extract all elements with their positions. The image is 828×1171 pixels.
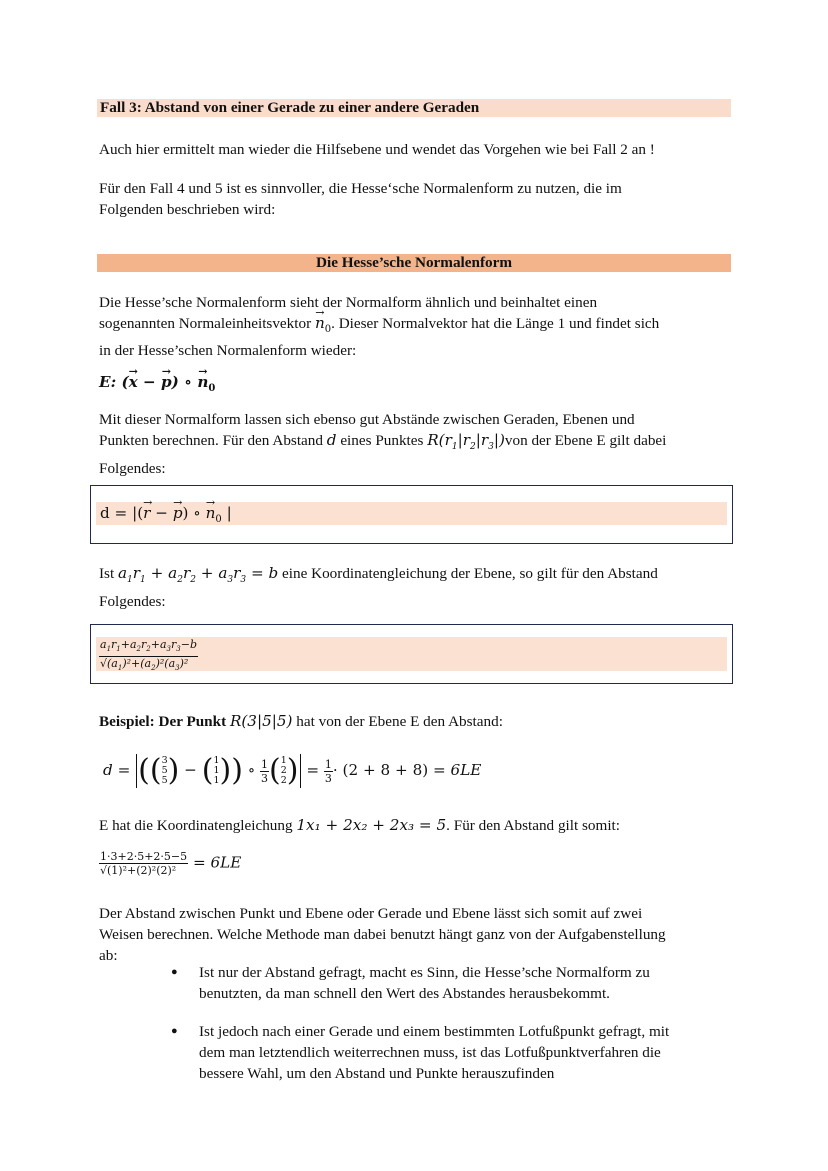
- fall3-text: Auch hier ermittelt man wieder die Hilfsebene und wendet das Vorgehen wie bei Fall 2 an !: [99, 141, 655, 158]
- section-heading-fall3: Fall 3: Abstand von einer Gerade zu einer andere Geraden: [97, 99, 731, 117]
- koord-line1-b: eine Koordinatengleichung der Ebene, so gilt für den Abstand: [278, 565, 658, 582]
- abstand-line2: Punkten berechnen. Für den Abstand d eines Punktes $R(r_1|r_2|r_3|)von$ der Ebene E gilt dabei: [99, 431, 667, 453]
- list-item: [169, 962, 749, 1004]
- beispiel-calculation: d = ((3 5 5) − (1 1 1)) ∘ $\frac{1}{3}$ (1 2 2) = $\frac{1}{3}$ · (2 + 8 + 8) = 6LE: [103, 753, 482, 788]
- list-item-line: dem man letztendlich weiterrechnen muss, ist das Lotfußpunktverfahren die: [199, 1044, 661, 1061]
- abstand-text: [99, 409, 739, 479]
- list-item-line: bessere Wahl, um den Abstand und Punkte herauszufinden: [199, 1065, 555, 1082]
- point-r-general: $R(r_1|r_2|r_3|)$: [427, 431, 505, 453]
- beispiel-label: Beispiel: Der Punkt: [99, 713, 230, 730]
- abstand-line1: Mit dieser Normalform lassen sich ebenso gut Abstände zwischen Geraden, Ebenen und: [99, 411, 635, 428]
- fall3-hint-line2: Folgenden beschrieben wird:: [99, 201, 276, 218]
- fall3-hint: [99, 178, 739, 220]
- schluss-text: [99, 903, 739, 966]
- beispiel-point: R(3|5|5): [229, 712, 293, 730]
- hesse-intro-line2-a: sogenannten Normaleinheitsvektor: [99, 315, 315, 332]
- schluss-line2: Weisen berechnen. Welche Methode man dabei benutzt hängt ganz von der Aufgabenstellung: [99, 926, 666, 943]
- hesse-intro-line3: in der Hesse’schen Normalenform wieder:: [99, 342, 357, 360]
- beispiel-koord-eq: 1x₁ + 2x₂ + 2x₃ = 5: [296, 816, 447, 834]
- beispiel-koord-a: E hat die Koordinatengleichung: [99, 817, 297, 834]
- beispiel-frac-result: = 6LE: [192, 853, 242, 872]
- abstand-line2-b: eines Punktes: [336, 432, 428, 449]
- beispiel-fraction: [99, 850, 241, 877]
- beispiel-label-tail: hat von der Ebene E den Abstand:: [292, 713, 503, 730]
- beispiel-result: = 6LE: [433, 761, 482, 779]
- beispiel-koord: [99, 815, 739, 836]
- hesse-formula: E: (→ x − → p) ∘ → $n_0$: [99, 372, 215, 399]
- distance-formula: d = |(→ r − → p) ∘ → $n_0$ |: [100, 503, 232, 530]
- koord-text: [99, 563, 739, 612]
- koord-line1-a: Ist: [99, 565, 118, 582]
- koord-line1: Ist $a_1r_1 + a_2r_2 + a_3r_3 = b$ eine Koordinatengleichung der Ebene, so gilt für den Abstand: [99, 564, 658, 586]
- hesse-intro-line2-b: . Dieser Normalvektor hat die Länge 1 und findet sich: [331, 315, 660, 332]
- abstand-line2-c: von der Ebene E gilt dabei: [504, 432, 667, 449]
- beispiel-frac-den: √(1)²+(2)²(2)²: [100, 864, 177, 877]
- list-item: [169, 1021, 749, 1084]
- list-item-line: benutzten, da man schnell den Wert des Abstandes herausbekommt.: [199, 985, 610, 1002]
- beispiel-koord-b: . Für den Abstand gilt somit:: [446, 817, 620, 834]
- beispiel-frac-num: 1·3+2·5+2·5−5: [100, 850, 188, 863]
- list-item-line: ● Ist jedoch nach einer Gerade und einem bestimmten Lotfußpunkt gefragt, mit: [199, 1023, 670, 1040]
- abstand-line3: Folgendes:: [99, 460, 166, 478]
- section-heading-hesse: Die Hesse’sche Normalenform: [97, 254, 731, 272]
- hesse-intro: [99, 292, 739, 361]
- formula-e-label: E: [99, 373, 111, 391]
- formula-box-coordinate: [90, 624, 733, 684]
- fall3-hint-line1: Für den Fall 4 und 5 ist es sinnvoller, die Hesse‘sche Normalenform zu nutzen, die im: [99, 180, 622, 197]
- hesse-intro-line2: [99, 313, 739, 340]
- beispiel-heading: [99, 711, 739, 732]
- list-item-line: ● Ist nur der Abstand gefragt, macht es Sinn, die Hesse’sche Normalform zu: [199, 964, 650, 981]
- koord-line2: Folgendes:: [99, 593, 166, 611]
- coordinate-distance-formula: $\frac{a_1r_1+a_2r_2+a_3r_3-b}{√(a_1)^2+(a_2)^2(a_3)^2}$: [100, 638, 197, 673]
- normal-unit-vector: → $n_0$: [315, 314, 331, 332]
- formula-box-distance: [90, 485, 733, 544]
- schluss-line1: Der Abstand zwischen Punkt und Ebene oder Gerade und Ebene lässt sich somit auf zwei: [99, 905, 643, 922]
- method-list: [169, 962, 749, 1084]
- abstand-line2-a: Punkten berechnen. Für den Abstand: [99, 432, 327, 449]
- schluss-line3: ab:: [99, 947, 118, 964]
- hesse-intro-line1: Die Hesse’sche Normalenform sieht der Normalform ähnlich und beinhaltet einen: [99, 294, 598, 311]
